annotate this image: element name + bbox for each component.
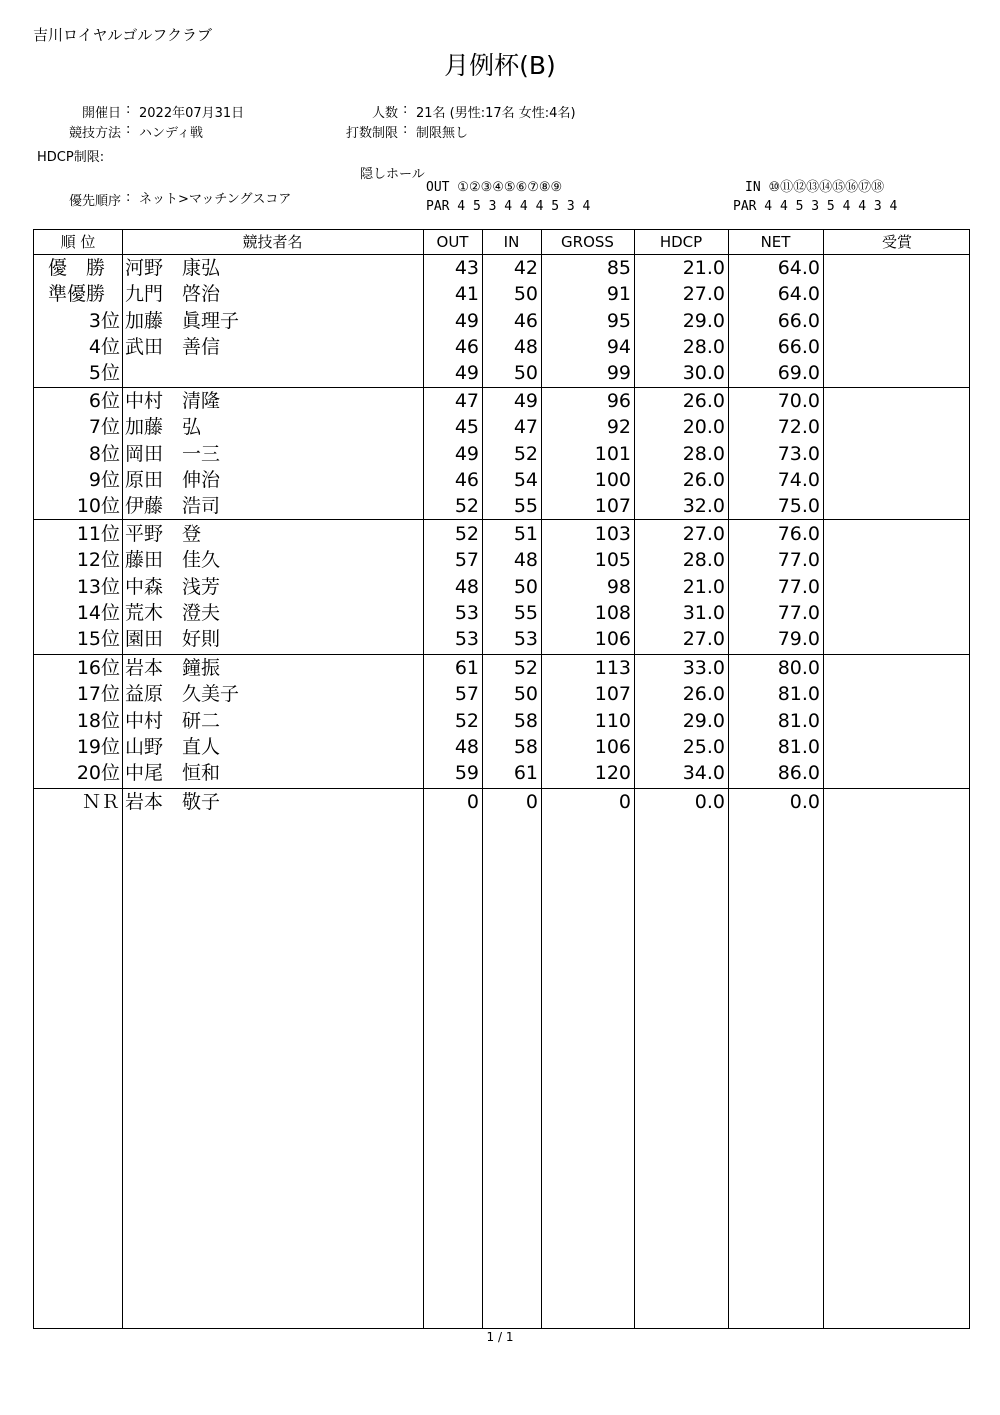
- player-name-cell: 藤田 佳久: [125, 549, 221, 572]
- priority-value: ネット>マッチングスコア: [139, 192, 292, 207]
- net-score-cell: 64.0: [777, 283, 820, 306]
- in-score-cell: 53: [513, 628, 538, 651]
- table-row: [34, 760, 971, 786]
- gross-score-cell: 95: [606, 309, 631, 332]
- in-score-cell: 58: [513, 709, 538, 732]
- in-score-cell: 46: [513, 309, 538, 332]
- rank-cell: 16位: [76, 657, 120, 679]
- gross-score-cell: 106: [594, 735, 631, 758]
- rank-cell: 9位: [88, 468, 120, 491]
- out-par: PAR 4 5 3 4 4 4 5 3 4: [426, 199, 591, 214]
- net-score-cell: 66.0: [777, 335, 820, 358]
- date-value: 2022年07月31日: [139, 106, 245, 121]
- hdcp-cell: 20.0: [682, 416, 725, 439]
- player-name-cell: 岡田 一三: [125, 442, 221, 465]
- gross-score-cell: 101: [594, 442, 631, 465]
- player-name-cell: 伊藤 浩司: [125, 495, 221, 518]
- net-score-cell: 64.0: [777, 257, 820, 279]
- net-score-cell: 70.0: [777, 390, 820, 412]
- gross-score-cell: 94: [606, 335, 631, 358]
- hdcp-cell: 25.0: [682, 735, 725, 758]
- rank-cell: 3位: [88, 309, 120, 332]
- rank-cell: 15位: [76, 628, 120, 651]
- date-colon: :: [126, 102, 131, 117]
- in-score-cell: 48: [513, 549, 538, 572]
- out-holes: OUT ①②③④⑤⑥⑦⑧⑨: [426, 180, 563, 195]
- rank-cell: 13位: [76, 575, 120, 598]
- gross-score-cell: 98: [606, 575, 631, 598]
- table-row: [34, 414, 971, 440]
- out-score-cell: 48: [454, 575, 479, 598]
- hdcp-cell: 0.0: [694, 791, 725, 813]
- in-score-cell: 42: [513, 257, 538, 279]
- gross-score-cell: 113: [594, 657, 631, 679]
- hdcp-cell: 32.0: [682, 495, 725, 518]
- in-score-cell: 50: [513, 283, 538, 306]
- in-score-cell: 54: [513, 468, 538, 491]
- results-table: [33, 229, 970, 1329]
- hidden-holes-label: 隠しホール: [360, 167, 425, 182]
- in-score-cell: 58: [513, 735, 538, 758]
- method-value: ハンディ戦: [139, 126, 203, 141]
- net-score-cell: 75.0: [777, 495, 820, 518]
- hdcp-cell: 33.0: [682, 657, 725, 679]
- in-score-cell: 52: [513, 657, 538, 679]
- net-score-cell: 77.0: [777, 601, 820, 624]
- net-score-cell: 79.0: [777, 628, 820, 651]
- table-row: [34, 255, 971, 281]
- out-score-cell: 52: [454, 495, 479, 518]
- club-name: 吉川ロイヤルゴルフクラブ: [33, 26, 212, 44]
- header-award: 受賞: [881, 233, 912, 251]
- hdcp-cell: 27.0: [682, 523, 725, 545]
- in-score-cell: 49: [513, 390, 538, 412]
- hdcp-cell: 21.0: [682, 575, 725, 598]
- table-row: [34, 441, 971, 467]
- out-score-cell: 48: [454, 735, 479, 758]
- rank-cell: 10位: [76, 495, 120, 518]
- hdcp-cell: 30.0: [682, 362, 725, 385]
- net-score-cell: 74.0: [777, 468, 820, 491]
- table-row: [34, 493, 971, 519]
- in-score-cell: 51: [513, 523, 538, 545]
- hdcp-cell: 28.0: [682, 549, 725, 572]
- stroke-limit-label: 打数制限: [345, 126, 398, 141]
- net-score-cell: 81.0: [777, 735, 820, 758]
- rank-cell: 18位: [76, 709, 120, 732]
- table-row: [34, 708, 971, 734]
- stroke-limit-value: 制限無し: [416, 126, 469, 141]
- net-score-cell: 81.0: [777, 709, 820, 732]
- player-name-cell: 岩本 鐘振: [125, 657, 221, 679]
- player-name-cell: 原田 伸治: [125, 468, 221, 491]
- table-row: [34, 334, 971, 360]
- in-score-cell: 48: [513, 335, 538, 358]
- rank-cell: 準優勝: [48, 283, 106, 306]
- gross-score-cell: 107: [594, 495, 631, 518]
- in-score-cell: 55: [513, 601, 538, 624]
- out-score-cell: 47: [454, 390, 479, 412]
- hdcp-cell: 26.0: [682, 390, 725, 412]
- player-name-cell: 武田 善信: [125, 335, 221, 358]
- net-score-cell: 77.0: [777, 549, 820, 572]
- in-score-cell: 0: [525, 791, 538, 813]
- player-name-cell: 園田 好則: [125, 628, 221, 651]
- player-name-cell: 中村 研二: [125, 709, 221, 732]
- players-colon: :: [403, 102, 408, 117]
- players-label: 人数: [371, 106, 398, 121]
- table-row: [34, 600, 971, 626]
- out-score-cell: 61: [454, 657, 479, 679]
- gross-score-cell: 106: [594, 628, 631, 651]
- rank-cell: 17位: [76, 683, 120, 706]
- table-row: [34, 734, 971, 760]
- table-row: [34, 574, 971, 600]
- net-score-cell: 72.0: [777, 416, 820, 439]
- gross-score-cell: 108: [594, 601, 631, 624]
- in-score-cell: 55: [513, 495, 538, 518]
- gross-score-cell: 105: [594, 549, 631, 572]
- player-name-cell: 河野 康弘: [125, 257, 221, 279]
- in-score-cell: 47: [513, 416, 538, 439]
- out-score-cell: 49: [454, 362, 479, 385]
- hdcp-cell: 27.0: [682, 628, 725, 651]
- net-score-cell: 76.0: [777, 523, 820, 545]
- in-par: PAR 4 4 5 3 5 4 4 3 4: [733, 199, 898, 214]
- header-gross: GROSS: [561, 233, 614, 251]
- rank-cell: 19位: [76, 735, 120, 758]
- header-in: IN: [503, 233, 520, 251]
- table-row: [34, 789, 971, 815]
- hdcp-cell: 28.0: [682, 442, 725, 465]
- net-score-cell: 66.0: [777, 309, 820, 332]
- date-label: 開催日: [81, 106, 121, 121]
- out-score-cell: 59: [454, 762, 479, 785]
- table-row: [34, 521, 971, 547]
- rank-cell: 11位: [76, 523, 120, 545]
- out-score-cell: 46: [454, 468, 479, 491]
- player-name-cell: 中尾 恒和: [125, 762, 221, 785]
- player-name-cell: 加藤 弘: [125, 416, 202, 439]
- player-name-cell: 中森 浅芳: [125, 575, 221, 598]
- table-row: [34, 626, 971, 652]
- rank-cell: 20位: [76, 762, 120, 785]
- player-name-cell: 荒木 澄夫: [125, 601, 221, 624]
- table-row: [34, 467, 971, 493]
- net-score-cell: 77.0: [777, 575, 820, 598]
- out-score-cell: 0: [466, 791, 479, 813]
- gross-score-cell: 99: [606, 362, 631, 385]
- out-score-cell: 45: [454, 416, 479, 439]
- player-name-cell: 中村 清隆: [125, 390, 221, 412]
- in-score-cell: 50: [513, 683, 538, 706]
- rank-cell: 7位: [88, 416, 120, 439]
- priority-label: 優先順序: [68, 194, 121, 209]
- priority-colon: :: [126, 190, 131, 205]
- out-score-cell: 57: [454, 683, 479, 706]
- in-score-cell: 50: [513, 575, 538, 598]
- net-score-cell: 69.0: [777, 362, 820, 385]
- page-number: 1 / 1: [486, 1330, 514, 1344]
- header-rank: 順 位: [60, 233, 96, 251]
- out-score-cell: 52: [454, 523, 479, 545]
- hdcp-cell: 27.0: [682, 283, 725, 306]
- net-score-cell: 0.0: [789, 791, 820, 813]
- gross-score-cell: 96: [606, 390, 631, 412]
- hdcp-cell: 26.0: [682, 683, 725, 706]
- out-score-cell: 53: [454, 628, 479, 651]
- hdcp-cell: 34.0: [682, 762, 725, 785]
- table-row: [34, 281, 971, 307]
- rank-cell: 8位: [88, 442, 120, 465]
- gross-score-cell: 85: [606, 257, 631, 279]
- player-name-cell: 山野 直人: [125, 735, 221, 758]
- out-score-cell: 43: [454, 257, 479, 279]
- header-hdcp: HDCP: [659, 233, 703, 251]
- hdcp-cell: 28.0: [682, 335, 725, 358]
- gross-score-cell: 110: [594, 709, 631, 732]
- rank-cell: 4位: [88, 335, 120, 358]
- gross-score-cell: 103: [594, 523, 631, 545]
- method-colon: :: [126, 122, 131, 137]
- gross-score-cell: 107: [594, 683, 631, 706]
- player-name-cell: 九門 啓治: [125, 283, 221, 306]
- table-row: [34, 681, 971, 707]
- in-score-cell: 52: [513, 442, 538, 465]
- in-score-cell: 50: [513, 362, 538, 385]
- hdcp-cell: 26.0: [682, 468, 725, 491]
- out-score-cell: 41: [454, 283, 479, 306]
- gross-score-cell: 91: [606, 283, 631, 306]
- hdcp-limit-label: HDCP制限:: [37, 150, 105, 165]
- rank-cell: 12位: [76, 549, 120, 572]
- hdcp-cell: 31.0: [682, 601, 725, 624]
- rank-cell: ＮＲ: [81, 791, 120, 813]
- net-score-cell: 73.0: [777, 442, 820, 465]
- player-name-cell: 益原 久美子: [125, 683, 240, 706]
- table-row: [34, 360, 971, 386]
- out-score-cell: 46: [454, 335, 479, 358]
- header-out: OUT: [436, 233, 469, 251]
- rank-cell: 5位: [88, 362, 120, 385]
- gross-score-cell: 0: [618, 791, 631, 813]
- table-row: [34, 655, 971, 681]
- net-score-cell: 86.0: [777, 762, 820, 785]
- player-name-cell: 平野 登: [125, 523, 202, 545]
- page-title: 月例杯(B): [444, 51, 556, 80]
- header-net: NET: [760, 233, 791, 251]
- gross-score-cell: 100: [594, 468, 631, 491]
- player-name-cell: 岩本 敬子: [125, 791, 221, 813]
- stroke-limit-colon: :: [403, 122, 408, 137]
- hdcp-cell: 29.0: [682, 709, 725, 732]
- out-score-cell: 57: [454, 549, 479, 572]
- out-score-cell: 49: [454, 309, 479, 332]
- in-score-cell: 61: [513, 762, 538, 785]
- hdcp-cell: 29.0: [682, 309, 725, 332]
- net-score-cell: 80.0: [777, 657, 820, 679]
- rank-cell: 優 勝: [48, 257, 106, 279]
- net-score-cell: 81.0: [777, 683, 820, 706]
- rank-cell: 6位: [88, 390, 120, 412]
- hdcp-cell: 21.0: [682, 257, 725, 279]
- rank-cell: 14位: [76, 601, 120, 624]
- out-score-cell: 52: [454, 709, 479, 732]
- gross-score-cell: 120: [594, 762, 631, 785]
- out-score-cell: 53: [454, 601, 479, 624]
- in-holes: IN ⑩⑪⑫⑬⑭⑮⑯⑰⑱: [745, 180, 885, 195]
- table-row: [34, 388, 971, 414]
- players-value: 21名 (男性:17名 女性:4名): [416, 106, 576, 121]
- table-row: [34, 308, 971, 334]
- player-name-cell: 加藤 眞理子: [125, 309, 240, 332]
- header-name: 競技者名: [242, 233, 303, 251]
- table-row: [34, 547, 971, 573]
- method-label: 競技方法: [68, 126, 121, 141]
- out-score-cell: 49: [454, 442, 479, 465]
- gross-score-cell: 92: [606, 416, 631, 439]
